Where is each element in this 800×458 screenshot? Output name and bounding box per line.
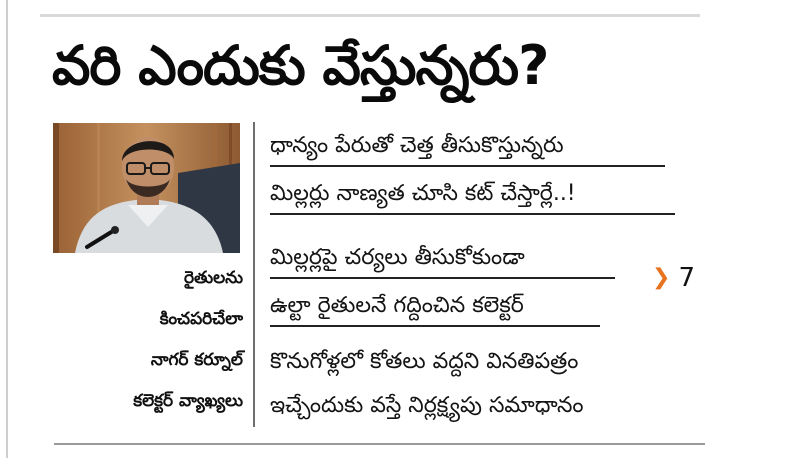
chevron-right-icon: ❯: [652, 265, 671, 290]
point-line: ఉల్టా రైతులనే గద్దించిన కలెక్టర్: [270, 293, 524, 318]
point-line: ఇచ్చేందుకు వస్తే నిర్లక్ష్యపు సమాధానం: [270, 393, 584, 418]
page-reference[interactable]: [652, 258, 695, 298]
caption-line: రైతులను: [183, 268, 243, 288]
point-line: మిల్లర్లపై చర్యలు తీసుకోకుండా: [270, 245, 525, 270]
point-block-2: [270, 236, 615, 327]
point-line: ధాన్యం పేరుతో చెత్త తీసుకొస్తున్నరు: [270, 133, 564, 158]
page-top-rule: [40, 14, 700, 17]
collector-portrait-icon: [53, 123, 240, 253]
page-number: 7: [678, 263, 695, 293]
headline: వరి ఎందుకు వేస్తున్నరు?: [52, 34, 549, 97]
caption-line: కలెక్టర్ వ్యాఖ్యలు: [133, 391, 243, 411]
photo-caption: [53, 258, 243, 422]
point-line: కొనుగోళ్లలో కోతలు వద్దని వినతిపత్రం: [270, 349, 579, 374]
caption-line: కించపరిచేలా: [159, 309, 243, 329]
column-divider: [253, 122, 255, 427]
point-block-3: [270, 340, 584, 428]
point-line: మిల్లర్లు నాణ్యత చూసి కట్ చేస్తార్లే..!: [270, 181, 576, 206]
collector-photo: [53, 123, 240, 253]
caption-line: నాగర్ కర్నూల్: [150, 350, 243, 370]
point-block-1: [270, 124, 675, 215]
page-left-rule: [6, 0, 8, 458]
bottom-rule: [54, 443, 705, 445]
